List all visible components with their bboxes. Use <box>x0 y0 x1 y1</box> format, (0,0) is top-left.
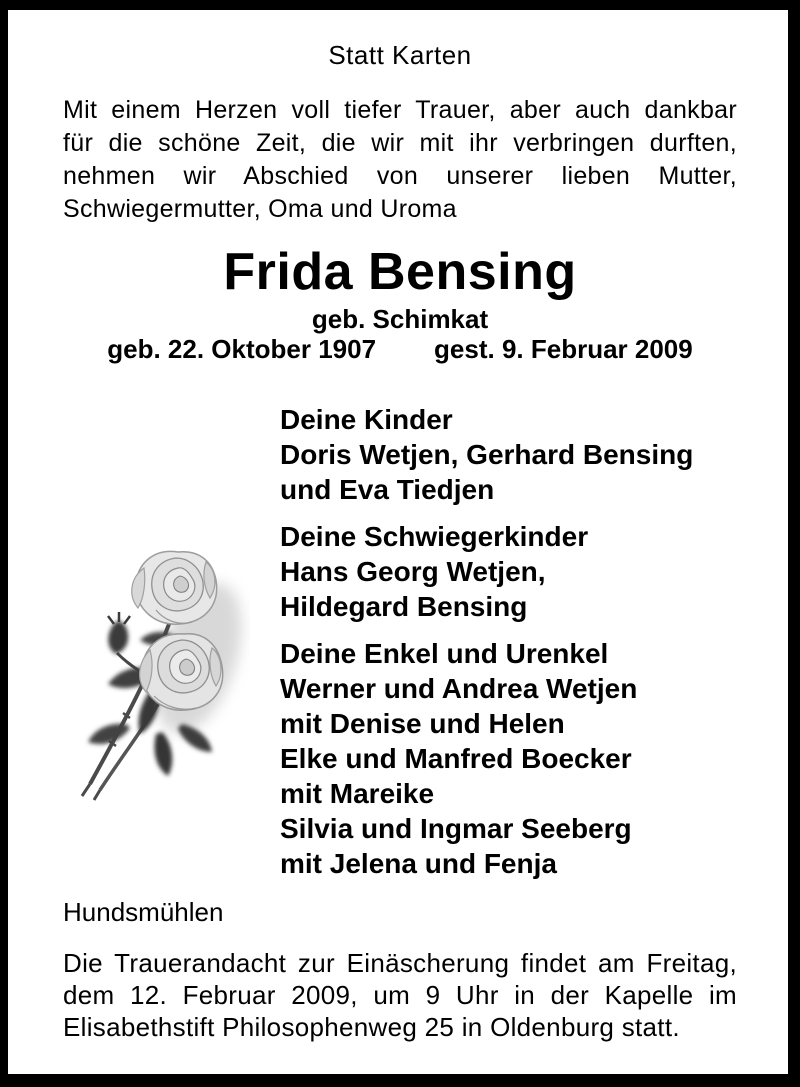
intro-line: für die schöne Zeit, die wir mit ihr verbringen durften, <box>63 129 737 157</box>
life-dates <box>63 334 737 364</box>
rose-blossom-upper <box>132 551 217 624</box>
birth-date: geb. 22. Oktober 1907 <box>107 334 377 364</box>
mourners-list <box>280 402 737 881</box>
mourner-line: Elke und Manfred Boecker <box>280 743 632 774</box>
announcement-line: dem 12. Februar 2009, um 9 Uhr in der Kapelle im <box>63 980 737 1010</box>
announcement-line: Elisabethstift Philosophenweg 25 in Oldenburg statt. <box>63 1012 680 1042</box>
mourner-line: Hildegard Bensing <box>280 591 528 622</box>
mourner-line: Deine Schwiegerkinder <box>280 521 589 552</box>
mourner-group-grandchildren <box>280 636 737 881</box>
mourner-line: Doris Wetjen, Gerhard Bensing <box>280 439 694 470</box>
mourner-line: mit Mareike <box>280 778 435 809</box>
mourner-line: Werner und Andrea Wetjen <box>280 673 638 704</box>
mourner-line: und Eva Tiedjen <box>280 474 495 505</box>
mourner-group-children-in-law <box>280 519 737 624</box>
intro-line: nehmen wir Abschied von unserer lieben Mutter, <box>63 162 737 190</box>
mourner-line: mit Denise und Helen <box>280 708 565 739</box>
rose-illustration <box>60 538 250 806</box>
mourner-line: Hans Georg Wetjen, <box>280 556 546 587</box>
deceased-name: Frida Bensing <box>223 243 577 301</box>
announcement-paragraph <box>63 947 737 1043</box>
mourner-line: mit Jelena und Fenja <box>280 848 557 879</box>
mourner-line: Deine Enkel und Urenkel <box>280 638 609 669</box>
obituary-sheet <box>8 40 788 1087</box>
statt-karten-label: Statt Karten <box>328 40 472 70</box>
mourner-group-children <box>280 402 737 507</box>
mourner-line: Deine Kinder <box>280 404 453 435</box>
rose-blossom-lower <box>140 634 223 710</box>
intro-paragraph <box>63 94 737 226</box>
place-name: Hundsmühlen <box>63 897 224 927</box>
intro-line: Schwiegermutter, Oma und Uroma <box>63 195 457 223</box>
death-date: gest. 9. Februar 2009 <box>434 334 693 364</box>
mourner-line: Silvia und Ingmar Seeberg <box>280 813 632 844</box>
maiden-name: geb. Schimkat <box>311 304 489 334</box>
intro-line: Mit einem Herzen voll tiefer Trauer, aber auch dankbar <box>63 96 737 124</box>
announcement-line: Die Trauerandacht zur Einäscherung findet am Freitag, <box>63 948 737 978</box>
